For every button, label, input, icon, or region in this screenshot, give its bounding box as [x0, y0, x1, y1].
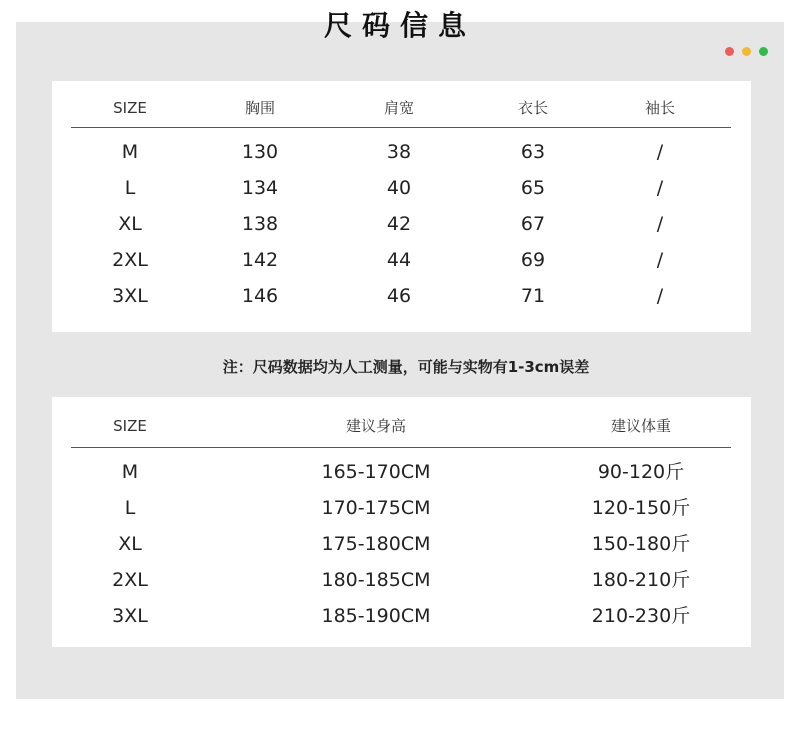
window-dots [725, 47, 768, 56]
table-row [52, 206, 751, 242]
measurement-note: 注：尺码数据均为人工测量，可能与实物有1-3cm误差 [222, 358, 590, 376]
header-divider [71, 127, 731, 128]
size-cell: 2XL [112, 249, 148, 271]
sleeve-cell: / [656, 213, 664, 235]
size-cell: XL [118, 533, 142, 555]
table-row [52, 170, 751, 206]
header-sleeve: 袖长 [644, 99, 676, 117]
header-chest: 胸围 [244, 99, 276, 117]
size-cell: 3XL [112, 605, 148, 627]
table-row [52, 454, 751, 490]
shoulder-cell: 46 [386, 285, 412, 307]
length-cell: 71 [520, 285, 546, 307]
size-cell: 3XL [112, 285, 148, 307]
chest-cell: 142 [241, 249, 279, 271]
height-cell: 165-170CM [321, 461, 431, 483]
shoulder-cell: 44 [386, 249, 412, 271]
sleeve-cell: / [656, 249, 664, 271]
size-cell: XL [118, 213, 142, 235]
sleeve-cell: / [656, 177, 664, 199]
size-table-card [52, 81, 751, 332]
header-size: SIZE [113, 417, 147, 435]
weight-cell: 120-150斤 [591, 497, 691, 519]
header-height: 建议身高 [345, 417, 407, 435]
table-row [52, 490, 751, 526]
length-cell: 65 [520, 177, 546, 199]
table-row [52, 134, 751, 170]
yellow-dot-icon [742, 47, 751, 56]
sleeve-cell: / [656, 285, 664, 307]
page-title: 尺码信息 [323, 9, 476, 42]
recommend-table-card [52, 397, 751, 647]
size-cell: M [121, 141, 139, 163]
chest-cell: 138 [241, 213, 279, 235]
length-cell: 67 [520, 213, 546, 235]
weight-cell: 210-230斤 [591, 605, 691, 627]
table-row [52, 278, 751, 314]
chest-cell: 146 [241, 285, 279, 307]
height-cell: 185-190CM [321, 605, 431, 627]
header-weight: 建议体重 [610, 417, 672, 435]
weight-cell: 90-120斤 [597, 461, 685, 483]
length-cell: 63 [520, 141, 546, 163]
shoulder-cell: 38 [386, 141, 412, 163]
weight-cell: 150-180斤 [591, 533, 691, 555]
chest-cell: 130 [241, 141, 279, 163]
header-size: SIZE [113, 99, 147, 117]
sleeve-cell: / [656, 141, 664, 163]
table-row [52, 242, 751, 278]
size-cell: M [121, 461, 139, 483]
size-table-header [52, 90, 751, 126]
height-cell: 180-185CM [321, 569, 431, 591]
size-cell: L [124, 177, 136, 199]
chest-cell: 134 [241, 177, 279, 199]
recommend-table-header [52, 408, 751, 444]
table-row [52, 598, 751, 634]
table-row [52, 526, 751, 562]
size-cell: L [124, 497, 136, 519]
shoulder-cell: 42 [386, 213, 412, 235]
shoulder-cell: 40 [386, 177, 412, 199]
height-cell: 170-175CM [321, 497, 431, 519]
size-cell: 2XL [112, 569, 148, 591]
height-cell: 175-180CM [321, 533, 431, 555]
header-shoulder: 肩宽 [383, 99, 415, 117]
green-dot-icon [759, 47, 768, 56]
table-row [52, 562, 751, 598]
header-length: 衣长 [517, 99, 549, 117]
red-dot-icon [725, 47, 734, 56]
weight-cell: 180-210斤 [591, 569, 691, 591]
length-cell: 69 [520, 249, 546, 271]
header-divider [71, 447, 731, 448]
